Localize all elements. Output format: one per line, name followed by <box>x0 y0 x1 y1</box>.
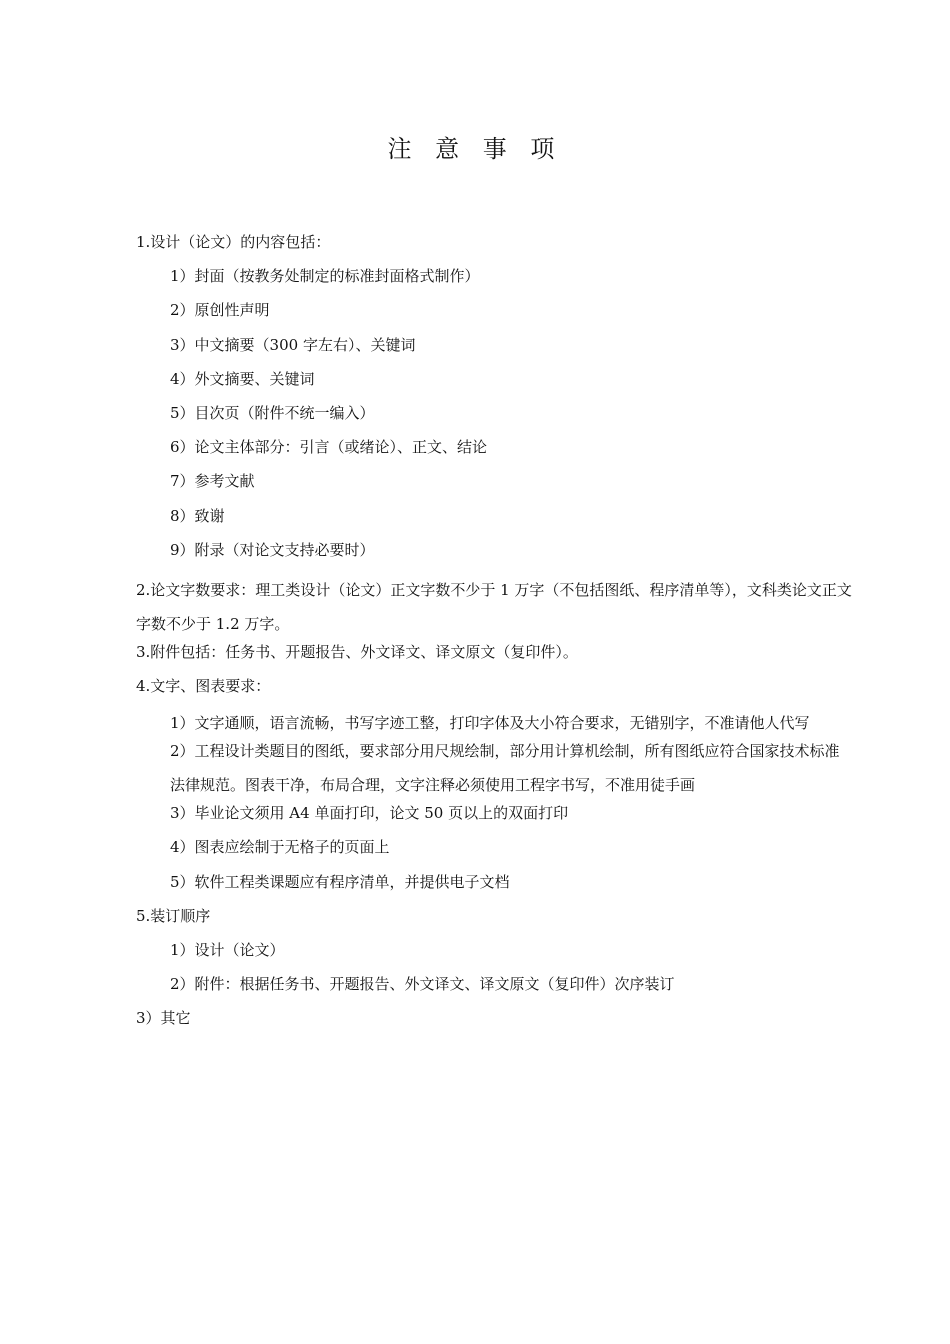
list-item: 4）图表应绘制于无格子的页面上 <box>170 838 390 857</box>
list-item: 2）附件：根据任务书、开题报告、外文译文、译文原文（复印件）次序装订 <box>170 975 675 994</box>
page-title: 注 意 事 项 <box>387 135 563 163</box>
section-4-heading: 4.文字、图表要求： <box>136 677 271 696</box>
section-1-heading: 1.设计（论文）的内容包括： <box>136 233 331 251</box>
list-item: 2）工程设计类题目的图纸，要求部分用尺规绘制，部分用计算机绘制，所有图纸应符合国家技术标准法律规范。图表干净，布局合理，文字注释必须使用工程字书写，不准用徒手画 <box>170 741 840 795</box>
list-item: 2）原创性声明 <box>170 301 270 320</box>
list-item: 8）致谢 <box>170 506 225 525</box>
list-item: 3）中文摘要（300 字左右）、关键词 <box>170 335 416 354</box>
notice-list <box>136 231 852 1042</box>
list-item: 1）封面（按教务处制定的标准封面格式制作） <box>170 267 480 286</box>
list-item: 5）软件工程类课题应有程序清单，并提供电子文档 <box>170 872 510 891</box>
list-item: 5）目次页（附件不统一编入） <box>170 403 375 422</box>
section-3-paragraph: 3.附件包括：任务书、开题报告、外文译文、译文原文（复印件）。 <box>136 643 578 662</box>
list-item: 7）参考文献 <box>170 472 255 491</box>
section-2-paragraph: 2.论文字数要求：理工类设计（论文）正文字数不少于 1 万字（不包括图纸、程序清单等），文科类论文正文字数不少于 1.2 万字。 <box>136 580 852 634</box>
section-5-heading: 5.装订顺序 <box>136 906 211 925</box>
list-item: 1）文字通顺，语言流畅，书写字迹工整，打印字体及大小符合要求，无错别字，不准请他人代写 <box>170 713 810 732</box>
list-item: 9）附录（对论文支持必要时） <box>170 540 375 559</box>
list-item: 6）论文主体部分：引言（或绪论）、正文、结论 <box>170 438 488 457</box>
list-item: 1）设计（论文） <box>170 941 285 960</box>
list-item: 3）其它 <box>136 1009 191 1028</box>
list-item: 3）毕业论文须用 A4 单面打印，论文 50 页以上的双面打印 <box>170 804 569 823</box>
list-item: 4）外文摘要、关键词 <box>170 369 315 388</box>
